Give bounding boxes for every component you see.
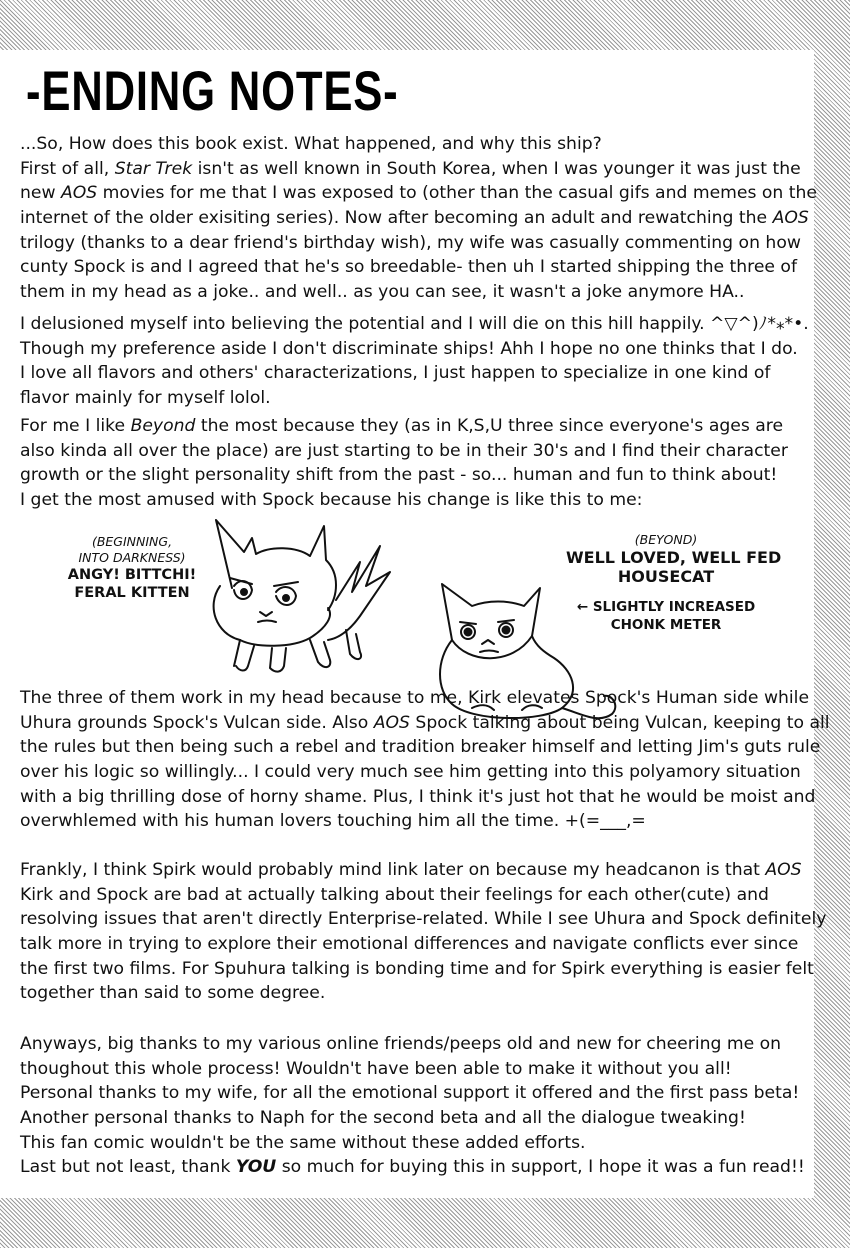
- para3-line: For me I like Beyond the most because they (as in K,S,U three since everyone's ages are: [20, 416, 784, 436]
- para2-line: flavor mainly for myself lolol.: [20, 388, 271, 409]
- right-caption-line: (BEYOND): [634, 532, 698, 547]
- para6-line: Last but not least, thank YOU so much for buying this in support, I hope it was a fun read!!: [20, 1157, 805, 1178]
- para2-line: Though my preference aside I don't discriminate ships! Ahh I hope no one thinks that I do.: [20, 338, 798, 359]
- para5-line: together than said to some degree.: [20, 983, 326, 1004]
- chonk-note: [568, 598, 764, 634]
- para4-line: overwhlemed with his human lovers touching him all the time. +(=___,=: [20, 811, 646, 832]
- para4-line: Uhura grounds Spock's Vulcan side. Also AOS Spock talking about being Vulcan, keeping to all: [20, 712, 830, 733]
- left-label-line2: FERAL KITTEN: [74, 585, 190, 601]
- para5-line: Frankly, I think Spirk would probably mind link later on because my headcanon is that AOS: [20, 860, 802, 880]
- left-label-line1: ANGY! BITTCHI!: [67, 567, 197, 583]
- para4-line: the rules but then being such a rebel and tradition breaker himself and letting Jim's guts rule: [20, 737, 821, 758]
- para3-line: I get the most amused with Spock because his change is like this to me:: [20, 490, 643, 511]
- para3-line: growth or the slight personality shift from the past - so... human and fun to think about!: [20, 465, 778, 486]
- paragraph-intro: [20, 132, 817, 305]
- paragraph-frankly: [20, 858, 827, 1006]
- para1-line: ...So, How does this book exist. What happened, and why this ship?: [20, 134, 602, 154]
- paragraph-beyond: [20, 414, 804, 513]
- para1-line: First of all, Star Trek isn't as well known in South Korea, when I was younger it was just the: [20, 158, 801, 179]
- para6-line: Personal thanks to my wife, for all the emotional support it offered and the first pass beta!: [20, 1083, 800, 1104]
- para1-line: cunty Spock is and I agreed that he's so breedable- then uh I started shipping the three of: [20, 257, 797, 278]
- para2-line: I delusioned myself into believing the potential and I will die on this hill happily. ^▽^)ﾉ*⁎*•.: [20, 314, 809, 334]
- para4-line: The three of them work in my head because to me, Kirk elevates Spock's Human side while: [20, 688, 810, 708]
- page-panel: [0, 50, 830, 1198]
- paragraph-three: [20, 686, 830, 834]
- para1-line: new AOS movies for me that I was exposed to (other than the casual gifs and memes on the: [20, 183, 817, 204]
- para6-line: Anyways, big thanks to my various online friends/peeps old and new for cheering me on: [20, 1034, 782, 1054]
- para5-line: the first two films. For Spuhura talking is bonding time and for Spirk everything is easier felt: [20, 958, 814, 979]
- para6-line: This fan comic wouldn't be the same without these added efforts.: [20, 1132, 586, 1153]
- chonk-note-line1: ← SLIGHTLY INCREASED: [576, 599, 756, 615]
- paragraph-delusion: [20, 312, 809, 411]
- right-caption: [566, 532, 782, 586]
- feral-kitten-drawing: [200, 516, 400, 674]
- para1-line: trilogy (thanks to a dear friend's birthday wish), my wife was casually commenting on how: [20, 232, 801, 253]
- page-title: -ENDING NOTES-: [26, 59, 399, 122]
- para6-line: thoughout this whole process! Wouldn't have been able to make it without you all!: [20, 1058, 732, 1079]
- paragraph-thanks: [20, 1032, 804, 1180]
- para4-line: with a big thrilling dose of horny shame. Plus, I think it's just hot that he would be moist and: [20, 786, 816, 807]
- left-caption-line1: (BEGINNING,: [91, 534, 173, 549]
- para3-line: also kinda all over the place) are just starting to be in their 30's and I find their character: [20, 440, 788, 461]
- para5-line: Kirk and Spock are bad at actually talking about their feelings for each other(cute) and: [20, 884, 769, 905]
- right-label-line2: HOUSECAT: [617, 567, 715, 586]
- para5-line: resolving issues that aren't directly Enterprise-related. While I see Uhura and Spock definitely: [20, 909, 827, 930]
- para6-line: Another personal thanks to Naph for the second beta and all the dialogue tweaking!: [20, 1108, 746, 1129]
- left-caption: [44, 534, 220, 602]
- para4-line: over his logic so willingly... I could very much see him getting into this polyamory situation: [20, 762, 801, 783]
- para5-line: talk more in trying to explore their emotional differences and navigate conflicts ever since: [20, 934, 799, 955]
- chonk-note-line2: CHONK METER: [610, 617, 722, 633]
- para1-line: them in my head as a joke.. and well.. as you can see, it wasn't a joke anymore HA..: [20, 282, 745, 303]
- right-label-line1: WELL LOVED, WELL FED: [566, 548, 782, 567]
- para1-line: internet of the older exisiting series). Now after becoming an adult and rewatching the AOS: [20, 208, 809, 229]
- para2-line: I love all flavors and others' characterizations, I just happen to specialize in one kind of: [20, 363, 771, 384]
- left-caption-line2: INTO DARKNESS): [78, 550, 186, 565]
